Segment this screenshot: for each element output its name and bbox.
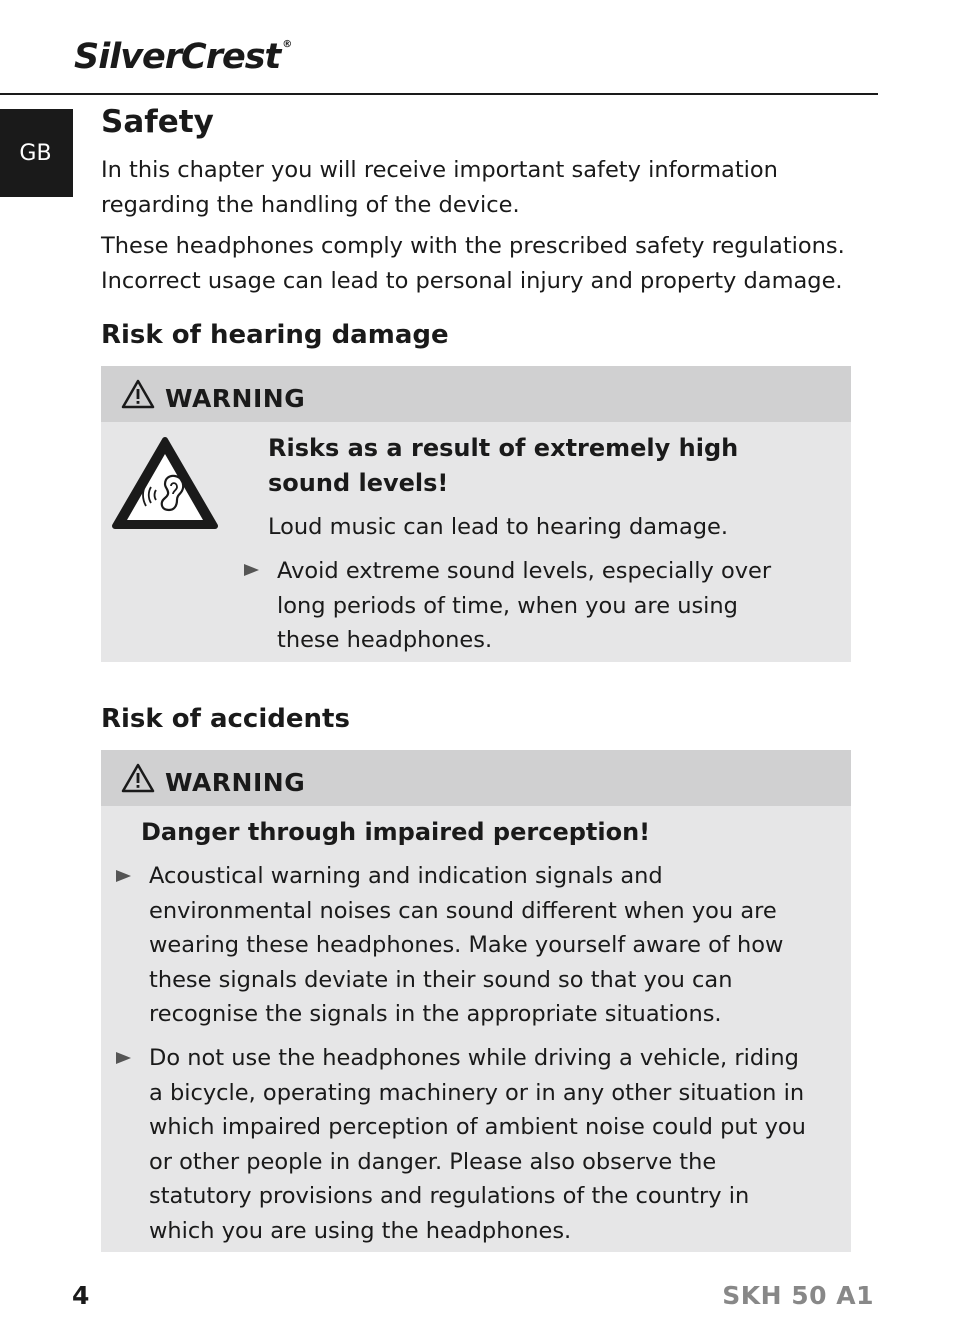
- section-heading-hearing: Risk of hearing damage: [101, 320, 449, 350]
- brand-logo: [74, 37, 292, 77]
- risk-description: Loud music can lead to hearing damage.: [268, 514, 729, 540]
- language-tab: GB: [0, 109, 73, 197]
- page-title: Safety: [101, 104, 214, 140]
- risk-title: Danger through impaired perception!: [141, 818, 651, 846]
- bullet-arrow-icon: [244, 564, 259, 576]
- warning-label: WARNING: [165, 767, 306, 797]
- warning-bar: [101, 366, 851, 422]
- model-number: SKH 50 A1: [722, 1281, 874, 1310]
- bullet-item: Acoustical warning and indication signals and environmental noises can sound different when you are wearing these headphones. Make yourself aware of how these signals deviate in their sound so that you can recognise the signals in the appropriate situations.: [149, 863, 784, 1027]
- bullet-arrow-icon: [116, 870, 131, 882]
- intro-paragraph-2: These headphones comply with the prescribed safety regulations. Incorrect usage can lead to personal injury and property damage.: [101, 233, 845, 294]
- hearing-hazard-icon: [111, 436, 219, 532]
- registered-mark: ®: [282, 39, 292, 50]
- warning-bar: [101, 750, 851, 806]
- warning-box-hearing: [101, 366, 851, 662]
- warning-label: WARNING: [165, 383, 306, 413]
- warning-box-accidents: [101, 750, 851, 1252]
- risk-title: Risks as a result of extremely high sound levels!: [268, 434, 739, 497]
- warning-triangle-icon: [121, 763, 155, 793]
- bullet-item: Avoid extreme sound levels, especially over long periods of time, when you are using these headphones.: [277, 558, 772, 653]
- page-number: 4: [72, 1281, 90, 1310]
- brand-name: SilverCrest: [74, 37, 281, 77]
- warning-triangle-icon: [121, 379, 155, 409]
- bullet-item: Do not use the headphones while driving a vehicle, riding a bicycle, operating machinery or in any other situation in which impaired perception of ambient noise could put you or other people in danger. Please also observe the statutory provisions and regulations of the country in which you are using the headphones.: [149, 1045, 806, 1244]
- section-heading-accidents: Risk of accidents: [101, 704, 350, 734]
- header-divider: [0, 93, 878, 95]
- intro-paragraph-1: In this chapter you will receive important safety information regarding the handling of the device.: [101, 157, 778, 218]
- bullet-arrow-icon: [116, 1052, 131, 1064]
